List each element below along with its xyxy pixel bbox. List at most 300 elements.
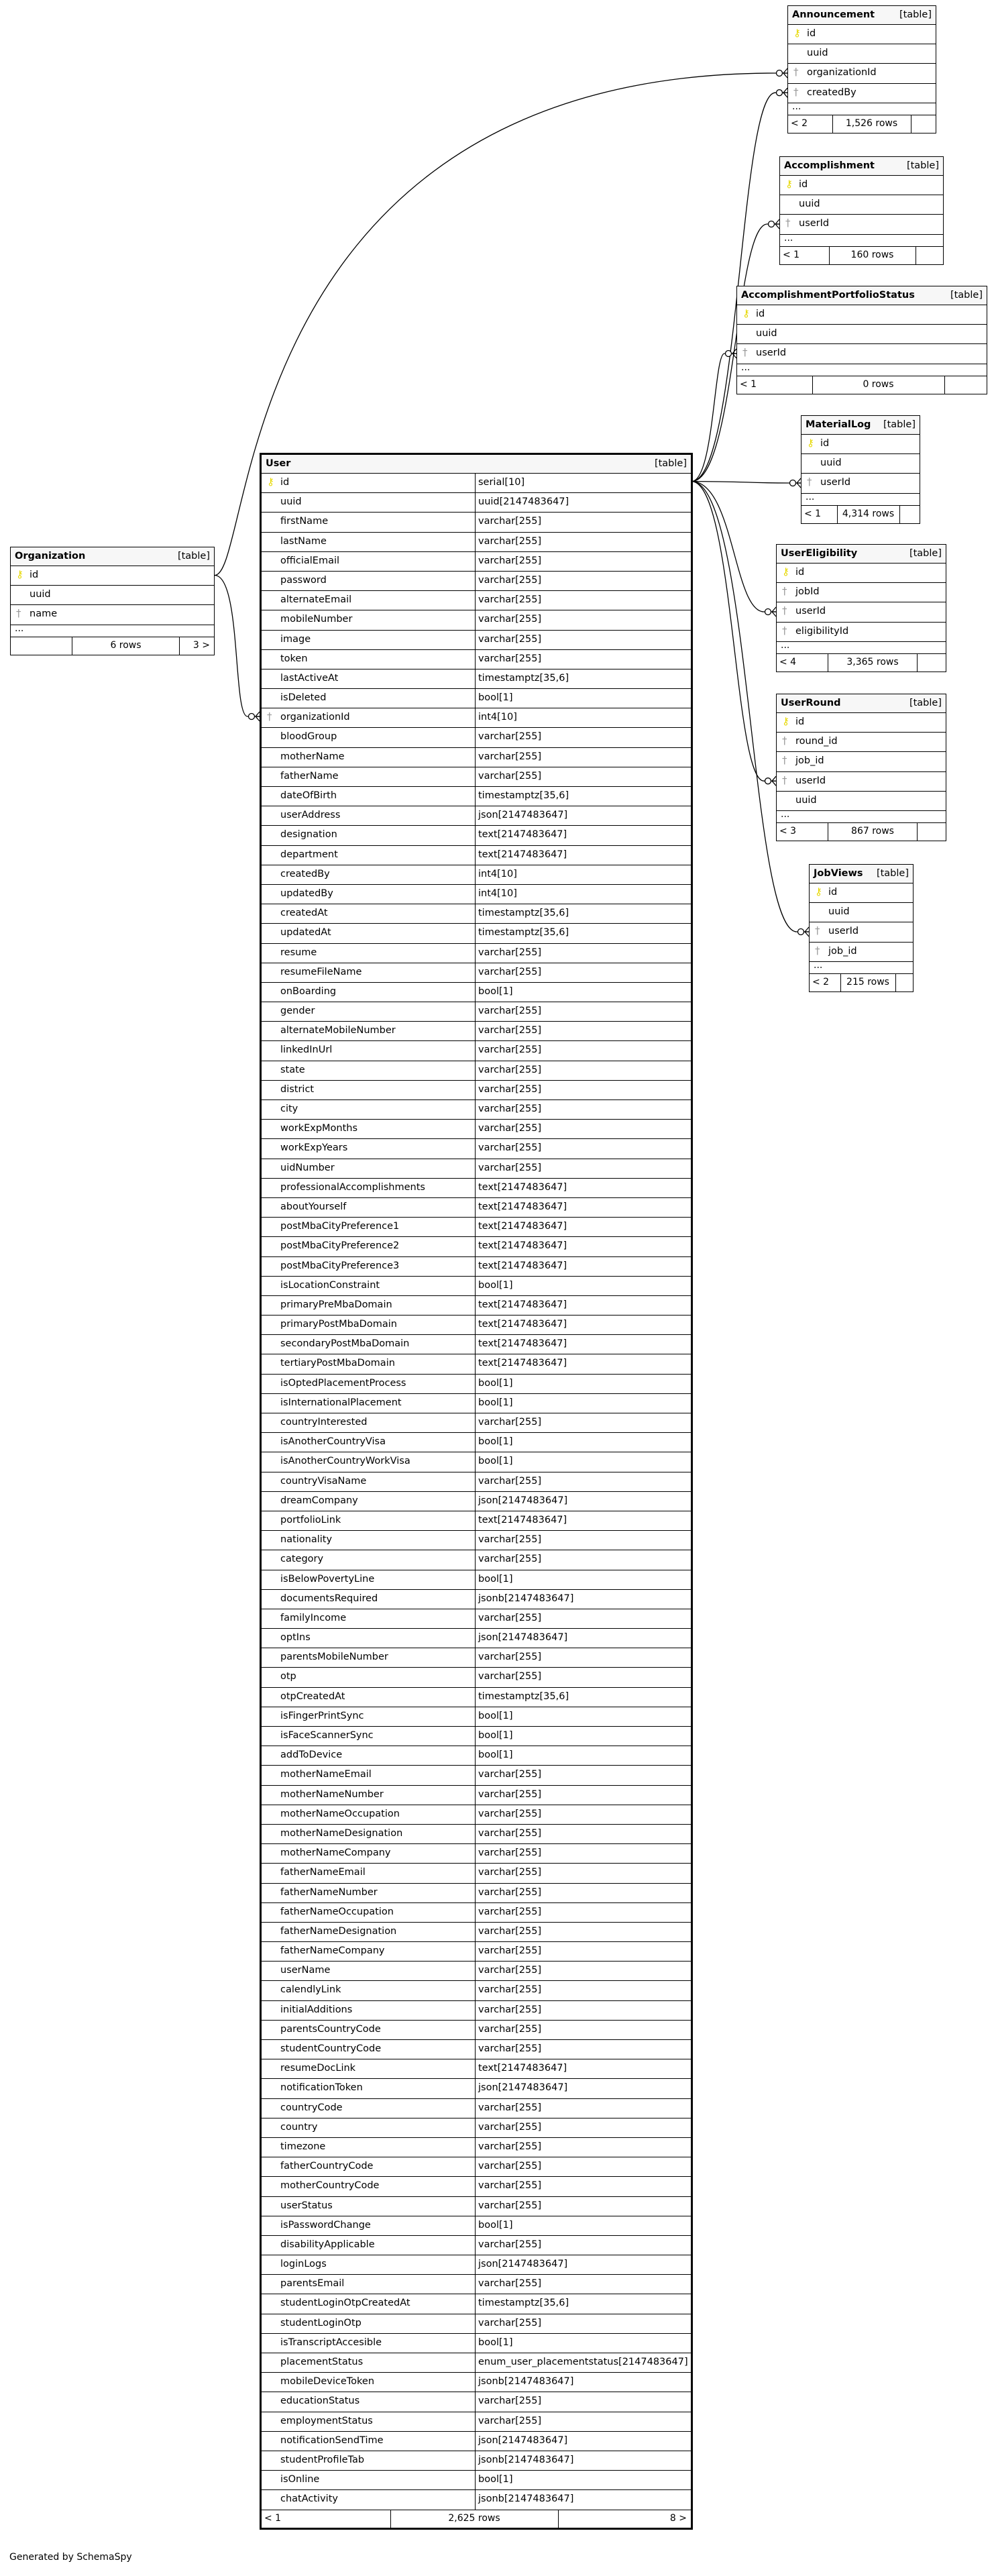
table-footer <box>801 506 920 523</box>
column-name: userId <box>795 606 826 617</box>
column-row[interactable] <box>788 64 936 83</box>
column-row[interactable] <box>262 728 691 747</box>
column-type: varchar[255] <box>475 1139 691 1158</box>
parents-link[interactable]: < 1 <box>264 2512 282 2524</box>
column-row[interactable] <box>801 435 920 454</box>
column-row[interactable] <box>262 1198 691 1218</box>
column-row[interactable] <box>262 1531 691 1550</box>
table-name[interactable]: Announcement <box>792 9 875 20</box>
column-name: jobId <box>795 586 820 598</box>
column-row[interactable] <box>737 344 987 364</box>
primary-key-icon: ⚷ <box>742 307 750 319</box>
column-name: fatherName <box>280 770 339 782</box>
column-name: createdAt <box>280 908 328 919</box>
column-name: userAddress <box>280 810 341 821</box>
column-type: bool[1] <box>475 983 691 1002</box>
column-row[interactable] <box>780 215 943 234</box>
column-name: nationality <box>280 1534 333 1546</box>
column-name: category <box>280 1554 324 1565</box>
column-name: resume <box>280 947 317 958</box>
column-name: motherNameNumber <box>280 1788 384 1800</box>
more-columns-indicator[interactable]: ... <box>777 642 946 654</box>
column-name: organizationId <box>280 712 350 723</box>
column-name: motherNameOccupation <box>280 1808 400 1819</box>
column-type: text[2147483647] <box>475 1316 691 1334</box>
foreign-key-icon: † <box>782 754 787 767</box>
column-row[interactable] <box>262 1139 691 1159</box>
table-accomplishment[interactable] <box>779 156 944 265</box>
primary-key-icon: ⚷ <box>267 476 274 488</box>
column-row[interactable] <box>262 2255 691 2275</box>
footer-divider <box>899 506 900 523</box>
table-name[interactable]: MaterialLog <box>806 419 871 430</box>
column-type: bool[1] <box>475 2471 691 2489</box>
column-row[interactable] <box>262 1354 691 1374</box>
column-name: job_id <box>795 755 824 767</box>
table-name[interactable]: UserRound <box>781 698 841 708</box>
table-header[interactable] <box>777 545 946 564</box>
row-count: 4,314 rows <box>842 508 895 519</box>
column-type: bool[1] <box>475 1570 691 1589</box>
column-row[interactable] <box>262 2059 691 2079</box>
column-type: varchar[255] <box>475 2099 691 2118</box>
column-row[interactable] <box>262 533 691 552</box>
column-row[interactable] <box>262 2275 691 2294</box>
column-name: createdBy <box>280 868 330 879</box>
column-row[interactable] <box>262 885 691 904</box>
column-row[interactable] <box>262 1727 691 1746</box>
column-row[interactable] <box>788 44 936 64</box>
column-name: id <box>795 567 805 578</box>
column-row[interactable] <box>262 1766 691 1785</box>
column-row[interactable] <box>262 1316 691 1335</box>
column-name: isFaceScannerSync <box>280 1730 374 1741</box>
column-row[interactable] <box>262 474 691 493</box>
column-row[interactable] <box>262 493 691 513</box>
column-row[interactable] <box>788 84 936 103</box>
column-row[interactable] <box>262 2157 691 2177</box>
column-row[interactable] <box>262 1081 691 1100</box>
column-row[interactable] <box>262 2353 691 2373</box>
column-row[interactable] <box>262 1375 691 1394</box>
column-row[interactable] <box>262 1629 691 1648</box>
column-type: varchar[255] <box>475 533 691 551</box>
column-row[interactable] <box>262 1825 691 1844</box>
column-name: otp <box>280 1671 296 1682</box>
column-row[interactable] <box>777 564 946 583</box>
column-type: varchar[255] <box>475 572 691 590</box>
more-columns-indicator[interactable]: ... <box>737 364 987 376</box>
primary-key-icon: ⚷ <box>815 885 822 898</box>
column-type: json[2147483647] <box>475 2079 691 2098</box>
column-row[interactable] <box>777 713 946 733</box>
table-header[interactable] <box>780 157 943 176</box>
table-header[interactable] <box>810 865 913 883</box>
column-type: json[2147483647] <box>475 1629 691 1648</box>
column-row[interactable] <box>262 983 691 1002</box>
column-row[interactable] <box>262 1237 691 1256</box>
column-row[interactable] <box>262 1120 691 1139</box>
column-row[interactable] <box>810 903 913 922</box>
column-name: id <box>820 438 830 449</box>
table-header[interactable] <box>788 6 936 25</box>
column-row[interactable] <box>777 623 946 642</box>
column-row[interactable] <box>262 2490 691 2510</box>
column-name: documentsRequired <box>280 1593 378 1604</box>
column-row[interactable] <box>810 922 913 942</box>
children-link[interactable]: 3 > <box>192 639 210 651</box>
column-type: varchar[255] <box>475 2197 691 2216</box>
column-row[interactable] <box>262 1257 691 1277</box>
column-row[interactable] <box>262 2392 691 2412</box>
column-row[interactable] <box>262 1492 691 1511</box>
relation-user-user-round <box>691 482 776 782</box>
column-name: lastActiveAt <box>280 672 339 684</box>
column-row[interactable] <box>262 2471 691 2490</box>
column-row[interactable] <box>777 583 946 602</box>
column-type: timestamptz[35,6] <box>475 787 691 806</box>
column-type: text[2147483647] <box>475 1335 691 1354</box>
table-kind: [table] <box>909 548 942 559</box>
column-row[interactable] <box>262 1472 691 1492</box>
column-row[interactable] <box>262 865 691 885</box>
column-row[interactable] <box>262 1550 691 1570</box>
foreign-key-icon: † <box>267 710 272 723</box>
column-row[interactable] <box>262 748 691 767</box>
column-type: timestamptz[35,6] <box>475 669 691 688</box>
column-name: disabilityApplicable <box>280 2239 375 2250</box>
more-columns-indicator[interactable]: ... <box>801 494 920 506</box>
column-name: createdBy <box>807 87 856 98</box>
column-name: uuid <box>820 458 842 469</box>
column-type: bool[1] <box>475 1375 691 1393</box>
column-type: varchar[255] <box>475 748 691 767</box>
column-type: varchar[255] <box>475 1081 691 1099</box>
foreign-key-icon: † <box>782 624 787 637</box>
column-name: userStatus <box>280 2200 333 2211</box>
column-row[interactable] <box>780 195 943 215</box>
column-row[interactable] <box>262 708 691 728</box>
column-name: studentLoginOtpCreatedAt <box>280 2298 410 2309</box>
column-type: varchar[255] <box>475 1825 691 1843</box>
column-row[interactable] <box>262 2294 691 2314</box>
column-row[interactable] <box>262 1511 691 1531</box>
table-footer <box>810 974 913 991</box>
more-columns-indicator[interactable]: ... <box>11 625 214 637</box>
primary-key-icon: ⚷ <box>782 715 789 727</box>
table-header[interactable] <box>11 547 214 566</box>
table-material-log[interactable] <box>801 415 920 524</box>
column-row[interactable] <box>262 1590 691 1609</box>
column-name: uidNumber <box>280 1162 335 1173</box>
column-row[interactable] <box>262 924 691 943</box>
column-row[interactable] <box>262 787 691 806</box>
column-row[interactable] <box>262 1786 691 1805</box>
column-row[interactable] <box>801 454 920 474</box>
foreign-key-icon: † <box>793 85 799 98</box>
column-row[interactable] <box>262 2432 691 2451</box>
column-name: postMbaCityPreference1 <box>280 1221 400 1232</box>
parents-link[interactable]: < 1 <box>804 508 822 519</box>
column-type: json[2147483647] <box>475 2255 691 2274</box>
column-row[interactable] <box>262 2040 691 2059</box>
column-row[interactable] <box>262 944 691 963</box>
column-type: text[2147483647] <box>475 1511 691 1530</box>
column-name: isOptedPlacementProcess <box>280 1377 406 1389</box>
column-name: fatherNameEmail <box>280 1867 366 1878</box>
row-count: 215 rows <box>846 976 889 987</box>
column-row[interactable] <box>262 1179 691 1198</box>
crowfoot-marker <box>765 607 777 616</box>
table-announcement[interactable] <box>787 5 936 133</box>
column-type: varchar[255] <box>475 1531 691 1550</box>
column-name: studentCountryCode <box>280 2043 382 2054</box>
parents-link[interactable]: < 1 <box>740 378 757 390</box>
column-row[interactable] <box>262 1022 691 1041</box>
column-row[interactable] <box>262 552 691 572</box>
primary-key-icon: ⚷ <box>807 437 814 449</box>
column-type: int4[10] <box>475 708 691 727</box>
column-row[interactable] <box>262 1688 691 1707</box>
parents-link[interactable]: < 2 <box>812 976 830 987</box>
column-row[interactable] <box>262 669 691 689</box>
column-row[interactable] <box>262 2412 691 2432</box>
row-count: 867 rows <box>851 825 894 837</box>
column-name: organizationId <box>807 67 877 78</box>
column-row[interactable] <box>262 806 691 826</box>
column-type: varchar[255] <box>475 2314 691 2333</box>
column-name: addToDevice <box>280 1750 343 1761</box>
column-row[interactable] <box>777 772 946 792</box>
column-name: token <box>280 653 308 664</box>
column-row[interactable] <box>262 1942 691 1962</box>
column-row[interactable] <box>262 2236 691 2255</box>
table-job-views[interactable] <box>809 864 914 992</box>
table-accomplishment-portfolio-status[interactable] <box>736 286 987 394</box>
column-type: text[2147483647] <box>475 1179 691 1197</box>
table-user[interactable] <box>260 453 693 2530</box>
column-row[interactable] <box>810 943 913 962</box>
parents-link[interactable]: < 1 <box>783 249 800 260</box>
column-name: parentsCountryCode <box>280 2023 381 2035</box>
column-row[interactable] <box>262 1609 691 1629</box>
column-name: userId <box>820 477 851 488</box>
column-name: mobileNumber <box>280 614 353 625</box>
table-name[interactable]: AccomplishmentPortfolioStatus <box>741 290 915 301</box>
table-header[interactable] <box>262 455 691 474</box>
column-row[interactable] <box>262 1805 691 1825</box>
column-type: text[2147483647] <box>475 1218 691 1236</box>
table-name[interactable]: UserEligibility <box>781 548 858 559</box>
more-columns-indicator[interactable]: ... <box>780 235 943 247</box>
table-name[interactable]: Accomplishment <box>784 160 875 171</box>
column-row[interactable] <box>11 586 214 605</box>
column-row[interactable] <box>262 2021 691 2040</box>
table-user-eligibility[interactable] <box>776 544 946 672</box>
more-columns-indicator[interactable]: ... <box>788 103 936 115</box>
table-footer <box>788 115 936 133</box>
column-name: uuid <box>799 199 820 210</box>
column-row[interactable] <box>810 883 913 903</box>
column-row[interactable] <box>262 1981 691 2000</box>
column-row[interactable] <box>262 904 691 924</box>
column-row[interactable] <box>262 1844 691 1864</box>
column-row[interactable] <box>262 1218 691 1237</box>
column-name: district <box>280 1083 315 1095</box>
column-name: gender <box>280 1006 315 1017</box>
column-row[interactable] <box>262 1648 691 1668</box>
column-type: text[2147483647] <box>475 1257 691 1276</box>
column-type: varchar[255] <box>475 1609 691 1628</box>
row-count: 0 rows <box>863 378 894 390</box>
column-row[interactable] <box>262 1002 691 1022</box>
column-type: varchar[255] <box>475 2021 691 2039</box>
column-row[interactable] <box>777 752 946 771</box>
column-row[interactable] <box>262 2197 691 2216</box>
column-name: parentsEmail <box>280 2278 345 2290</box>
crowfoot-marker <box>765 776 777 786</box>
column-row[interactable] <box>262 631 691 650</box>
column-row[interactable] <box>262 2118 691 2138</box>
column-row[interactable] <box>262 2334 691 2353</box>
column-name: id <box>756 309 765 319</box>
column-row[interactable] <box>262 689 691 708</box>
column-row[interactable] <box>262 1962 691 1981</box>
column-type: bool[1] <box>475 2216 691 2235</box>
column-row[interactable] <box>262 1903 691 1923</box>
table-organization[interactable] <box>10 547 215 655</box>
column-type: uuid[2147483647] <box>475 493 691 512</box>
column-type: varchar[255] <box>475 1061 691 1080</box>
column-row[interactable] <box>262 1746 691 1766</box>
table-user-round[interactable] <box>776 694 946 841</box>
column-row[interactable] <box>262 1433 691 1452</box>
column-type: varchar[255] <box>475 1648 691 1667</box>
table-header[interactable] <box>777 694 946 713</box>
column-type: varchar[255] <box>475 1550 691 1569</box>
table-name[interactable]: Organization <box>15 551 86 561</box>
column-type: bool[1] <box>475 1394 691 1413</box>
parents-link[interactable]: < 3 <box>779 825 797 837</box>
more-columns-indicator[interactable]: ... <box>810 962 913 974</box>
column-row[interactable] <box>262 1159 691 1179</box>
column-row[interactable] <box>262 2451 691 2471</box>
column-row[interactable] <box>11 605 214 625</box>
column-row[interactable] <box>801 474 920 493</box>
column-name: resumeFileName <box>280 966 362 977</box>
column-row[interactable] <box>737 305 987 325</box>
column-row[interactable] <box>788 25 936 44</box>
column-name: optIns <box>280 1632 311 1644</box>
column-row[interactable] <box>262 1296 691 1316</box>
column-type: varchar[255] <box>475 2138 691 2157</box>
foreign-key-icon: † <box>793 66 799 78</box>
column-row[interactable] <box>262 1707 691 1727</box>
column-row[interactable] <box>262 1335 691 1354</box>
column-row[interactable] <box>11 566 214 586</box>
column-type: jsonb[2147483647] <box>475 2490 691 2509</box>
column-row[interactable] <box>777 792 946 811</box>
table-footer <box>737 376 987 394</box>
column-name: uuid <box>30 589 51 600</box>
column-row[interactable] <box>262 2138 691 2157</box>
column-row[interactable] <box>262 572 691 591</box>
table-header[interactable] <box>801 416 920 435</box>
table-name[interactable]: User <box>266 458 291 469</box>
parents-link[interactable]: < 2 <box>791 117 808 129</box>
column-name: uuid <box>795 794 817 806</box>
parents-link[interactable]: < 4 <box>779 656 797 667</box>
column-name: dreamCompany <box>280 1495 358 1506</box>
column-name: isOnline <box>280 2474 320 2485</box>
column-row[interactable] <box>262 1394 691 1413</box>
column-row[interactable] <box>262 1570 691 1590</box>
column-row[interactable] <box>262 1277 691 1296</box>
column-row[interactable] <box>262 610 691 630</box>
column-row[interactable] <box>262 2177 691 2196</box>
column-type: varchar[255] <box>475 1981 691 2000</box>
footer-divider <box>558 2510 559 2528</box>
column-name: parentsMobileNumber <box>280 1652 388 1663</box>
column-row[interactable] <box>262 2079 691 2098</box>
column-name: isTranscriptAccesible <box>280 2337 382 2348</box>
column-row[interactable] <box>262 2373 691 2392</box>
column-row[interactable] <box>262 2099 691 2118</box>
column-row[interactable] <box>262 2314 691 2334</box>
column-row[interactable] <box>262 1452 691 1472</box>
column-row[interactable] <box>262 1061 691 1081</box>
column-row[interactable] <box>262 826 691 845</box>
column-name: notificationSendTime <box>280 2434 384 2446</box>
column-row[interactable] <box>777 602 946 622</box>
column-row[interactable] <box>262 1884 691 1903</box>
column-row[interactable] <box>262 513 691 532</box>
column-name: updatedBy <box>280 888 333 899</box>
column-name: id <box>280 477 290 488</box>
column-name: isAnotherCountryWorkVisa <box>280 1456 410 1467</box>
column-row[interactable] <box>262 767 691 787</box>
foreign-key-icon: † <box>742 346 748 359</box>
column-row[interactable] <box>262 963 691 983</box>
children-link[interactable]: 8 > <box>669 2512 687 2524</box>
more-columns-indicator[interactable]: ... <box>777 811 946 823</box>
column-row[interactable] <box>262 1668 691 1687</box>
column-row[interactable] <box>262 1100 691 1120</box>
column-type: bool[1] <box>475 1452 691 1471</box>
column-row[interactable] <box>262 846 691 865</box>
table-header[interactable] <box>737 286 987 305</box>
column-name: password <box>280 574 327 586</box>
column-row[interactable] <box>262 591 691 610</box>
column-row[interactable] <box>262 2216 691 2236</box>
column-row[interactable] <box>780 176 943 195</box>
column-row[interactable] <box>262 1923 691 1942</box>
column-type: varchar[255] <box>475 963 691 982</box>
column-name: officialEmail <box>280 555 340 566</box>
column-name: uuid <box>756 328 777 339</box>
column-row[interactable] <box>777 733 946 752</box>
column-row[interactable] <box>262 2001 691 2021</box>
column-row[interactable] <box>737 325 987 344</box>
column-row[interactable] <box>262 1864 691 1883</box>
table-name[interactable]: JobViews <box>814 868 863 879</box>
column-name: isLocationConstraint <box>280 1279 380 1291</box>
column-type: json[2147483647] <box>475 1492 691 1511</box>
column-row[interactable] <box>262 650 691 669</box>
column-row[interactable] <box>262 1413 691 1433</box>
column-name: uuid <box>828 906 850 918</box>
column-row[interactable] <box>262 1041 691 1061</box>
